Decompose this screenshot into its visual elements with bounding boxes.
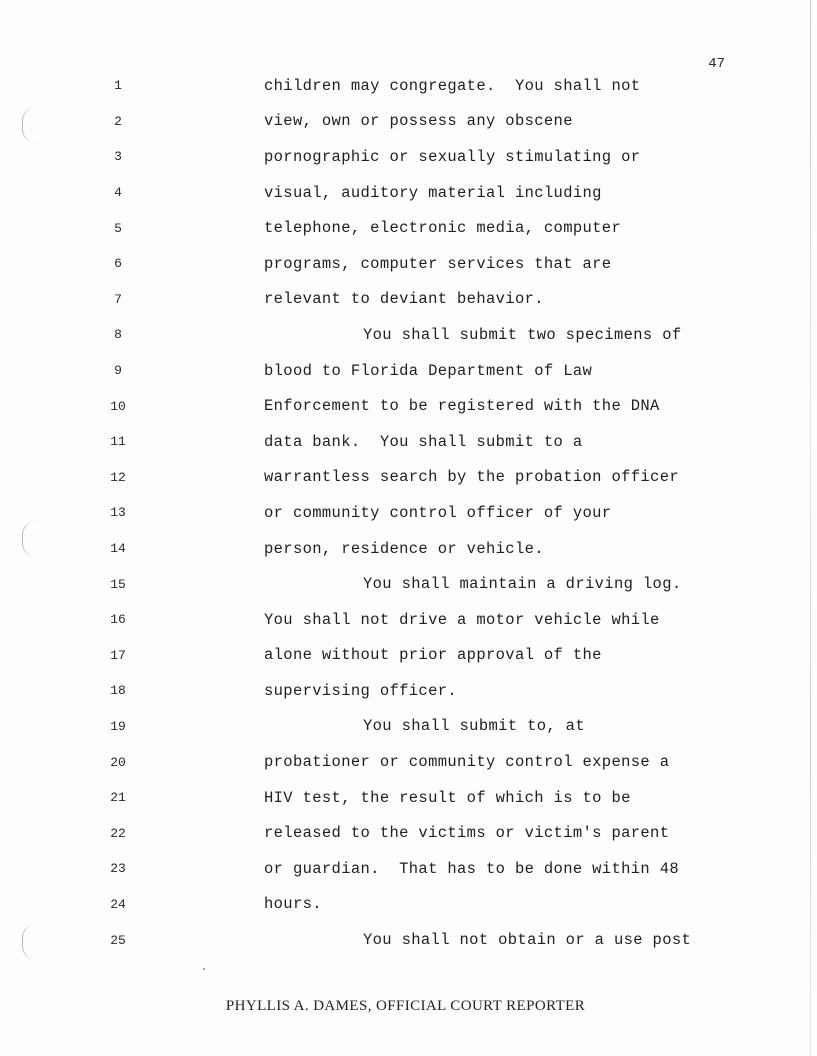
line-text: warrantless search by the probation officer — [264, 468, 680, 487]
transcript-line — [0, 68, 817, 104]
line-text: view, own or possess any obscene — [264, 112, 573, 131]
transcript-line — [0, 566, 817, 602]
line-number: 24 — [110, 896, 126, 912]
line-number: 9 — [114, 363, 122, 379]
line-text: You shall submit two specimens of — [363, 325, 682, 344]
transcript-line — [0, 744, 817, 780]
line-number: 25 — [110, 932, 126, 948]
line-text: supervising officer. — [264, 681, 458, 700]
line-text: probationer or community control expense a — [264, 753, 670, 772]
line-number: 21 — [110, 790, 126, 806]
line-number: 5 — [114, 220, 122, 236]
transcript-line — [0, 815, 817, 851]
line-text: telephone, electronic media, computer — [264, 219, 622, 238]
line-text: You shall maintain a driving log. — [363, 575, 682, 594]
line-text: You shall not obtain or a use post — [363, 931, 692, 950]
transcript-line — [0, 922, 817, 958]
line-text: visual, auditory material including — [264, 183, 602, 202]
court-reporter-footer — [0, 998, 817, 1015]
transcript-line — [0, 638, 817, 674]
line-number: 20 — [110, 754, 126, 770]
transcript-line — [0, 104, 817, 140]
line-text: alone without prior approval of the — [264, 646, 602, 665]
line-number: 19 — [110, 718, 126, 734]
line-number: 6 — [114, 256, 122, 272]
line-text: person, residence or vehicle. — [264, 539, 544, 558]
transcript-line — [0, 388, 817, 424]
line-text: pornographic or sexually stimulating or — [264, 147, 641, 166]
transcript-line — [0, 780, 817, 816]
transcript-line — [0, 210, 817, 246]
line-number: 13 — [110, 505, 126, 521]
transcript-line — [0, 460, 817, 496]
line-text: relevant to deviant behavior. — [264, 290, 544, 309]
line-number: 18 — [110, 683, 126, 699]
transcript-line — [0, 602, 817, 638]
transcript-line — [0, 246, 817, 282]
transcript-line — [0, 673, 817, 709]
transcript-line — [0, 887, 817, 923]
line-number: 23 — [110, 861, 126, 877]
line-text: You shall not drive a motor vehicle while — [264, 610, 660, 629]
transcript-line — [0, 139, 817, 175]
line-number: 10 — [110, 398, 126, 414]
line-number: 22 — [110, 825, 126, 841]
line-number: 1 — [114, 78, 122, 94]
line-text: blood to Florida Department of Law — [264, 361, 593, 380]
line-number: 15 — [110, 576, 126, 592]
transcript-line — [0, 851, 817, 887]
footer-text: PHYLLIS A. DAMES, OFFICIAL COURT REPORTER — [225, 998, 586, 1014]
transcript-line — [0, 317, 817, 353]
line-text: data bank. You shall submit to a — [264, 432, 583, 451]
line-text: hours. — [264, 895, 322, 914]
transcript-line — [0, 175, 817, 211]
line-text: or community control officer of your — [264, 503, 612, 522]
line-number: 17 — [110, 647, 126, 663]
line-text: You shall submit to, at — [363, 717, 585, 736]
line-number: 3 — [114, 149, 122, 165]
line-number: 16 — [110, 612, 126, 628]
line-number: 14 — [110, 541, 126, 557]
line-text: programs, computer services that are — [264, 254, 612, 273]
transcript-line — [0, 495, 817, 531]
transcript-lines — [0, 68, 817, 958]
page-number: 47 — [708, 56, 725, 72]
line-text: HIV test, the result of which is to be — [264, 788, 631, 807]
transcript-line — [0, 353, 817, 389]
line-text: children may congregate. You shall not — [264, 76, 641, 95]
transcript-line — [0, 531, 817, 567]
line-text: released to the victims or victim's parent — [264, 824, 670, 843]
line-text: or guardian. That has to be done within 48 — [264, 859, 680, 878]
line-number: 4 — [114, 185, 122, 201]
line-number: 2 — [114, 113, 122, 129]
line-text: Enforcement to be registered with the DNA — [264, 397, 660, 416]
line-number: 7 — [114, 291, 122, 307]
transcript-line — [0, 282, 817, 318]
line-number: 11 — [110, 434, 126, 450]
line-number: 12 — [110, 469, 126, 485]
scan-speck — [203, 968, 205, 970]
transcript-line — [0, 424, 817, 460]
line-number: 8 — [114, 327, 122, 343]
transcript-line — [0, 709, 817, 745]
